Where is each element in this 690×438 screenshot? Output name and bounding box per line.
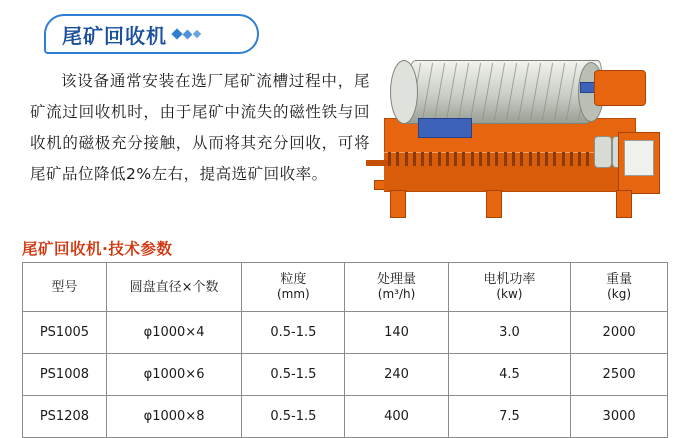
cell-size: 0.5-1.5: [242, 354, 345, 396]
cell-disc: φ1000×8: [106, 396, 241, 438]
machine-cylinder-1: [594, 136, 612, 168]
spec-section-heading: 尾矿回收机·技术参数: [22, 240, 173, 258]
col-header-power-line2: (kw): [496, 287, 523, 301]
col-header-disc-line1: 圆盘直径×个数: [129, 279, 219, 295]
cell-weight: 2500: [571, 354, 668, 396]
col-header-size-line1: 粒度: [280, 272, 307, 287]
table-row: [23, 354, 668, 396]
table-header-row: [23, 263, 668, 312]
title-badge-frame: [44, 14, 259, 54]
col-header-weight: [571, 263, 668, 312]
machine-leg: [486, 190, 502, 218]
col-header-model: [23, 263, 107, 312]
cell-capacity: 400: [345, 396, 448, 438]
cell-capacity: 240: [345, 354, 448, 396]
col-header-capacity-line1: 处理量: [377, 272, 417, 287]
machine-drum-end-left: [390, 60, 418, 124]
machine-leg: [616, 190, 632, 218]
machine-blue-panel: [418, 118, 472, 138]
machine-outlet-pipe: [366, 160, 388, 166]
machine-control-panel: [624, 140, 654, 176]
col-header-disc: [106, 263, 241, 312]
col-header-capacity-line2: (m³/h): [377, 287, 416, 301]
spec-table-wrapper: [22, 262, 668, 438]
machine-drum: [396, 60, 605, 124]
col-header-weight-line1: 重量: [606, 272, 633, 287]
cell-power: 7.5: [448, 396, 571, 438]
machine-motor: [594, 70, 646, 106]
col-header-power: [448, 263, 571, 312]
cell-weight: 3000: [571, 396, 668, 438]
cell-size: 0.5-1.5: [242, 396, 345, 438]
cell-capacity: 140: [345, 312, 448, 354]
col-header-size: [242, 263, 345, 312]
col-header-model-line1: 型号: [51, 279, 78, 295]
col-header-weight-line2: (kg): [607, 287, 632, 301]
diamond-icon: [173, 30, 200, 38]
cell-disc: φ1000×6: [106, 354, 241, 396]
machine-leg: [390, 190, 406, 218]
col-header-capacity: [345, 263, 448, 312]
page-title: 尾矿回收机: [62, 23, 167, 48]
cell-model: PS1005: [23, 312, 107, 354]
cell-model: PS1208: [23, 396, 107, 438]
cell-disc: φ1000×4: [106, 312, 241, 354]
cell-weight: 2000: [571, 312, 668, 354]
cell-power: 3.0: [448, 312, 571, 354]
tailings-recovery-machine-image: [366, 40, 676, 222]
col-header-power-line1: 电机功率: [483, 272, 536, 287]
cell-model: PS1008: [23, 354, 107, 396]
cell-size: 0.5-1.5: [242, 312, 345, 354]
cell-power: 4.5: [448, 354, 571, 396]
table-row: [23, 312, 668, 354]
intro-paragraph: 该设备通常安装在选厂尾矿流槽过程中，尾矿流过回收机时，由于尾矿中流失的磁性铁与回收机的磁极充分接触，从而将其充分回收，可将尾矿品位降低2%左右，提高选矿回收率。: [30, 72, 370, 183]
spec-table: [22, 262, 668, 438]
page-title-badge: [44, 14, 274, 56]
col-header-size-line2: (mm): [277, 287, 310, 301]
